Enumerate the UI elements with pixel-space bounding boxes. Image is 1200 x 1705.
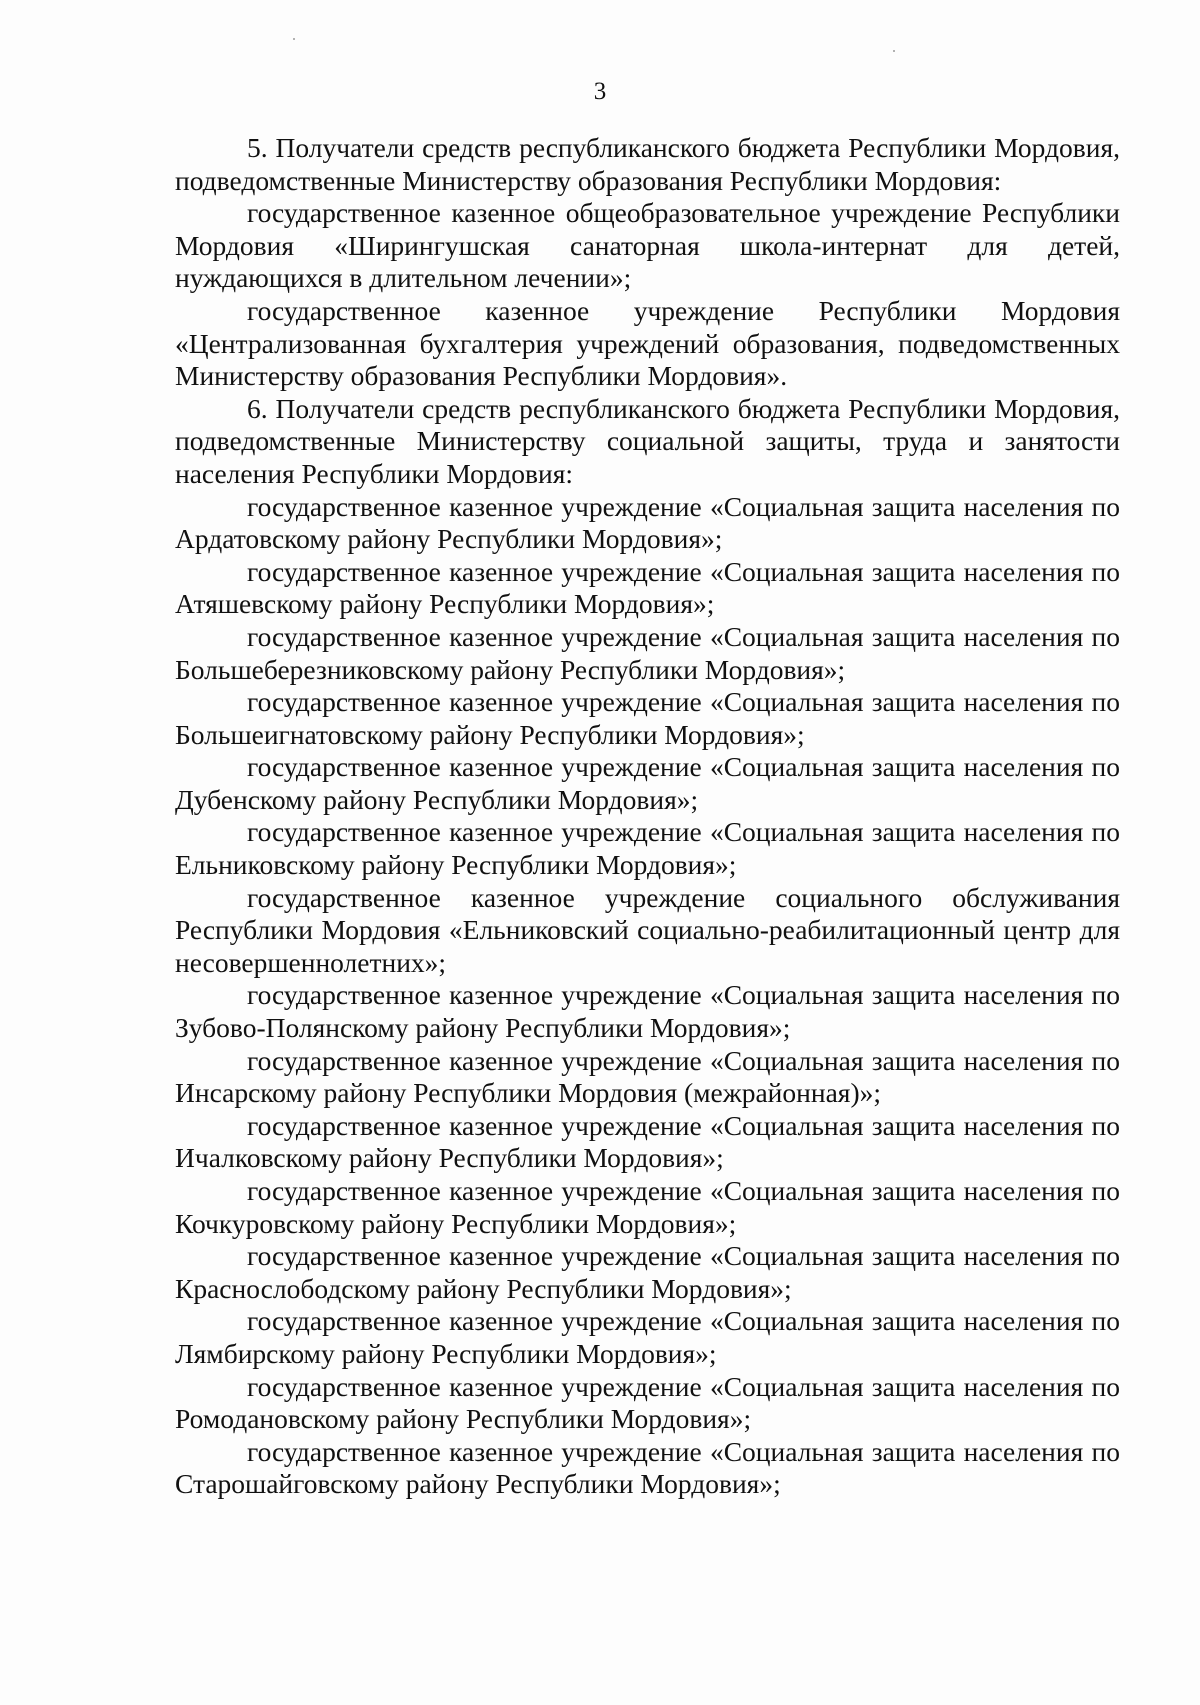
scan-speck	[893, 50, 895, 52]
paragraph: государственное казенное учреждение «Социальная защита населения по Ичалковскому району Республики Мордовия»;	[175, 1109, 1120, 1174]
paragraph: государственное казенное учреждение «Социальная защита населения по Лямбирскому району Республики Мордовия»;	[175, 1305, 1120, 1369]
paragraph: государственное казенное учреждение «Социальная защита населения по Зубово-Полянскому району Республики Мордовия»;	[175, 979, 1120, 1044]
paragraph: государственное казенное учреждение «Социальная защита населения по Атяшевскому району Республики Мордовия»;	[175, 555, 1120, 620]
paragraph: государственное казенное общеобразовательное учреждение Республики Мордовия «Ширингушская санаторная школа-интернат для детей, нуждающихся в длительном лечении»;	[175, 197, 1120, 294]
document-body	[175, 132, 1120, 1501]
paragraph: государственное казенное учреждение «Социальная защита населения по Большеберезниковскому району Республики Мордовия»;	[175, 620, 1120, 685]
scan-speck	[293, 38, 295, 40]
paragraph: государственное казенное учреждение «Социальная защита населения по Ельниковскому району Республики Мордовия»;	[175, 816, 1120, 881]
paragraph: государственное казенное учреждение «Социальная защита населения по Дубенскому району Республики Мордовия»;	[175, 751, 1120, 815]
paragraph: 5. Получатели средств республиканского бюджета Республики Мордовия, подведомственные Министерству образования Республики Мордовия:	[175, 132, 1120, 196]
paragraph: государственное казенное учреждение «Социальная защита населения по Большеигнатовскому району Республики Мордовия»;	[175, 686, 1120, 750]
paragraph: государственное казенное учреждение «Социальная защита населения по Инсарскому району Республики Мордовия (межрайонная)»;	[175, 1044, 1120, 1109]
paragraph: государственное казенное учреждение «Социальная защита населения по Ромодановскому району Республики Мордовия»;	[175, 1370, 1120, 1435]
paragraph: государственное казенное учреждение социального обслуживания Республики Мордовия «Ельниковский социально-реабилитационный центр для несовершеннолетних»;	[175, 881, 1120, 978]
paragraph: 6. Получатели средств республиканского бюджета Республики Мордовия, подведомственные Министерству социальной защиты, труда и занятости населения Республики Мордовия:	[175, 392, 1120, 489]
page-number: 3	[593, 78, 607, 105]
paragraph: государственное казенное учреждение Республики Мордовия «Централизованная бухгалтерия учреждений образования, подведомственных Министерству образования Республики Мордовия».	[175, 294, 1120, 392]
paragraph: государственное казенное учреждение «Социальная защита населения по Старошайговскому району Республики Мордовия»;	[175, 1435, 1120, 1500]
paragraph: государственное казенное учреждение «Социальная защита населения по Кочкуровскому району Республики Мордовия»;	[175, 1175, 1120, 1239]
paragraph: государственное казенное учреждение «Социальная защита населения по Краснослободскому району Республики Мордовия»;	[175, 1240, 1120, 1304]
paragraph: государственное казенное учреждение «Социальная защита населения по Ардатовскому району Республики Мордовия»;	[175, 490, 1120, 555]
